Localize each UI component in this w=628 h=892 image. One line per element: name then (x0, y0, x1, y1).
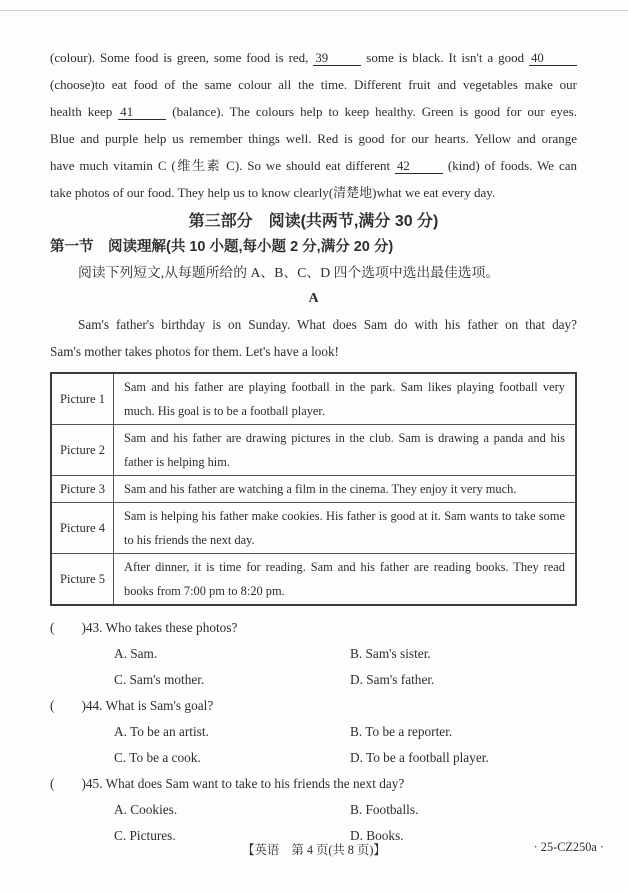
option-43-C: C. Sam's mother. (114, 672, 205, 687)
page-content (50, 44, 577, 849)
option-45-D: D. Books. (350, 828, 404, 843)
table-row (51, 554, 576, 606)
question-text: What does Sam want to take to his friends the next day? (105, 776, 405, 791)
cloze-line (50, 179, 577, 206)
cloze-paragraph (50, 44, 577, 206)
cloze-text: have much vitamin C (维生素 C). So we should eat different (50, 158, 395, 173)
option-44-D: D. To be a football player. (350, 750, 489, 765)
question-number: )44. (81, 698, 106, 713)
cloze-text: some is black. It isn't a good (361, 50, 530, 65)
option-43-A: A. Sam. (114, 646, 158, 661)
question-44 (50, 693, 577, 771)
picture-table (50, 372, 577, 606)
question-header-45 (50, 771, 577, 797)
cloze-blank-41: 41 (118, 105, 166, 120)
option-45-A: A. Cookies. (114, 802, 178, 817)
option-44-B: B. To be a reporter. (350, 724, 453, 739)
cloze-blank-42: 42 (395, 159, 443, 174)
picture-label: Picture 3 (51, 476, 114, 503)
subsection-title: 第一节 阅读理解(共 10 小题,每小题 2 分,满分 20 分) (50, 239, 394, 255)
cloze-line (50, 98, 577, 125)
cloze-text: (kind) of foods. We can (443, 158, 577, 173)
question-header-43 (50, 615, 577, 641)
page-top-rule (0, 10, 628, 11)
picture-description: Sam and his father are drawing pictures in the club. Sam is drawing a panda and his father is helping him. (114, 425, 577, 476)
cloze-line (50, 44, 577, 71)
passage (50, 312, 577, 365)
cloze-text: (choose)to eat food of the same colour all the time. Different fruit and vegetables make our (50, 77, 577, 92)
page-footer (0, 840, 628, 860)
picture-label: Picture 5 (51, 554, 114, 606)
picture-label: Picture 2 (51, 425, 114, 476)
option-45-C: C. Pictures. (114, 828, 176, 843)
picture-label: Picture 4 (51, 503, 114, 554)
question-number: )45. (81, 776, 106, 791)
table-row (51, 476, 576, 503)
cloze-text: (colour). Some food is green, some food is red, (50, 50, 314, 65)
instruction-text: 阅读下列短文,从每题所给的 A、B、C、D 四个选项中选出最佳选项。 (78, 265, 500, 280)
questions-block (50, 615, 577, 849)
question-text: What is Sam's goal? (105, 698, 214, 713)
answer-paren-open: ( (50, 620, 55, 635)
part-title: 第三部分 阅读(共两节,满分 30 分) (188, 213, 439, 230)
footer-page-info: 【英语 第 4 页(共 8 页)】 (242, 843, 386, 857)
question-45 (50, 771, 577, 849)
cloze-text: take photos of our food. They help us to know clearly(清楚地)what we eat every day. (50, 185, 496, 200)
picture-description: After dinner, it is time for reading. Sam and his father are reading books. They read books from 7:00 pm to 8:20 pm. (114, 554, 577, 606)
cloze-line (50, 152, 577, 179)
question-number: )43. (81, 620, 106, 635)
cloze-text: (balance). The colours help to keep healthy. Green is good for our eyes. (166, 104, 577, 119)
cloze-line (50, 71, 577, 98)
passage-label: A (308, 291, 319, 306)
cloze-text: Blue and purple help us remember things well. Red is good for our hearts. Yellow and orange (50, 131, 577, 146)
question-header-44 (50, 693, 577, 719)
option-43-B: B. Sam's sister. (350, 646, 431, 661)
picture-description: Sam and his father are watching a film in the cinema. They enjoy it very much. (114, 476, 577, 503)
passage-line: Sam's mother takes photos for them. Let's have a look! (50, 343, 339, 359)
cloze-blank-39: 39 (313, 51, 361, 66)
table-row (51, 503, 576, 554)
answer-paren-open: ( (50, 698, 55, 713)
table-row (51, 373, 576, 425)
picture-table-body (51, 373, 576, 605)
cloze-text: health keep (50, 104, 119, 119)
option-43-D: D. Sam's father. (350, 672, 435, 687)
picture-description: Sam and his father are playing football in the park. Sam likes playing football very much. His goal is to be a football player. (114, 373, 577, 425)
cloze-blank-40: 40 (529, 51, 577, 66)
question-43 (50, 615, 577, 693)
picture-description: Sam is helping his father make cookies. His father is good at it. Sam wants to take some to his friends the next day. (114, 503, 577, 554)
passage-line: Sam's father's birthday is on Sunday. What does Sam do with his father on that day? (78, 317, 577, 332)
cloze-line (50, 125, 577, 152)
options-grid-44 (114, 719, 577, 771)
option-45-B: B. Footballs. (350, 802, 419, 817)
footer-code: · 25-CZ250a · (533, 840, 604, 854)
question-text: Who takes these photos? (105, 620, 238, 635)
picture-label: Picture 1 (51, 373, 114, 425)
answer-paren-open: ( (50, 776, 55, 791)
options-grid-43 (114, 641, 577, 693)
option-44-C: C. To be a cook. (114, 750, 201, 765)
table-row (51, 425, 576, 476)
option-44-A: A. To be an artist. (114, 724, 209, 739)
